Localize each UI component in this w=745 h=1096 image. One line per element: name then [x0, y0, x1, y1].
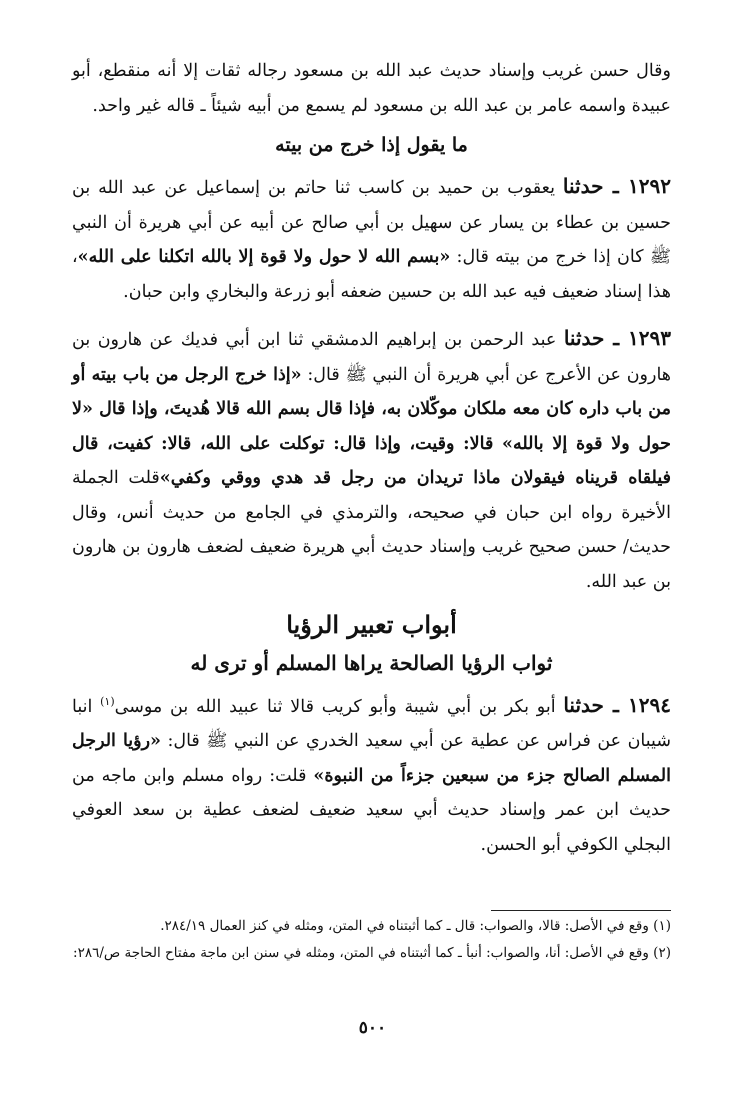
hadith-text: يعقوب بن حميد بن كاسب ثنا حاتم بن إسماعيل عن عبد الله بن حسين بن عطاء بن يسار عن سهيل بن أبي صالح عن أبيه عن أبي هريرة أن النبي ﷺ كان إذا خرج من بيته قال:: [72, 178, 671, 267]
hadith-text-continued: انبا شيبان عن فراس عن عطية عن أبي سعيد الخدري عن النبي ﷺ قال:: [72, 696, 671, 752]
hadith-quote: «بسم الله لا حول ولا قوة إلا بالله اتكلنا على الله»: [77, 247, 451, 267]
hadith-quote: «إذا خرج الرجل من باب بيته أو من باب داره كان معه ملكان موكّلان به، فإذا قال بسم الله قالا هُديتَ، وإذا قال «لا حول ولا قوة إلا بالله» قالا: وقيت، وإذا قال: توكلت على الله، قالا: كفيت، قال فيلقاه قريناه فيقولان ماذا تريدان من رجل قد هدي ووقي وكفي»: [72, 364, 671, 488]
spacer: [72, 309, 671, 321]
chapter-subtitle: ثواب الرؤيا الصالحة يراها المسلم أو ترى له: [190, 651, 553, 675]
page-number: ٥٠٠: [358, 1018, 387, 1038]
hadith-commentary: قلت: رواه مسلم وابن ماجه من حديث ابن عمر وإسناد حديث أبي سعيد ضعيف لضعف عطية بن سعد العوفي البجلي الكوفي أبو الحسن.: [72, 765, 671, 855]
hadith-text: أبو بكر بن أبي شيبة وأبو كريب قالا ثنا عبيد الله بن موسى: [114, 696, 564, 717]
footnotes: [72, 913, 671, 967]
hadith-number: ١٢٩٣ ـ حدثنا: [563, 326, 672, 350]
hadith-commentary: ، هذا إسناد ضعيف فيه عبد الله بن حسين ضعفه أبو زرعة والبخاري وابن حبان.: [72, 247, 671, 302]
section-heading-leaving-home: ما يقول إذا خرج من بيته: [275, 134, 468, 156]
hadith-number: ١٢٩٤ ـ حدثنا: [563, 692, 671, 717]
footnote-reference: (١): [100, 695, 115, 708]
hadith-number: ١٢٩٢ ـ حدثنا: [562, 174, 671, 198]
footnote-2: (٢) وقع في الأصل: أنا، والصواب: أنبأ ـ كما أثبتناه في المتن، ومثله في سنن ابن ماجة مفتاح الحاجة ص/٢٨٦:: [73, 945, 671, 961]
footnote-divider: [491, 910, 671, 911]
main-text: [72, 54, 671, 862]
hadith-1294: [72, 685, 671, 862]
hadith-text: عبد الرحمن بن إبراهيم الدمشقي ثنا ابن أبي فديك عن هارون بن هارون عن الأعرج عن أبي هريرة أن النبي ﷺ قال:: [72, 330, 672, 385]
hadith-commentary: قلت الجملة الأخيرة رواه ابن حبان في صحيحه، والترمذي في الجامع من حديث أنس، وقال حديث/ حسن صحيح غريب وإسناد حديث أبي هريرة ضعيف لضعف هارون بن هارون بن عبد الله.: [72, 468, 671, 592]
hadith-quote: «رؤيا الرجل المسلم الصالح جزء من سبعين جزءاً من النبوة»: [72, 731, 671, 786]
hadith-1293: [72, 321, 671, 599]
footnote-1: (١) وقع في الأصل: قالا، والصواب: قال ـ كما أثبتناه في المتن، ومثله في كنز العمال ٢٨٤/١٩.: [160, 918, 671, 934]
hadith-1292: [72, 169, 671, 309]
intro-paragraph: وقال حسن غريب وإسناد حديث عبد الله بن مسعود رجاله ثقات إلا أنه منقطع، أبو عبيدة واسمه عامر بن عبد الله بن مسعود لم يسمع من أبيه شيئاً ـ قاله غير واحد.: [72, 61, 671, 116]
chapter-title: أبواب تعبير الرؤيا: [286, 610, 457, 639]
